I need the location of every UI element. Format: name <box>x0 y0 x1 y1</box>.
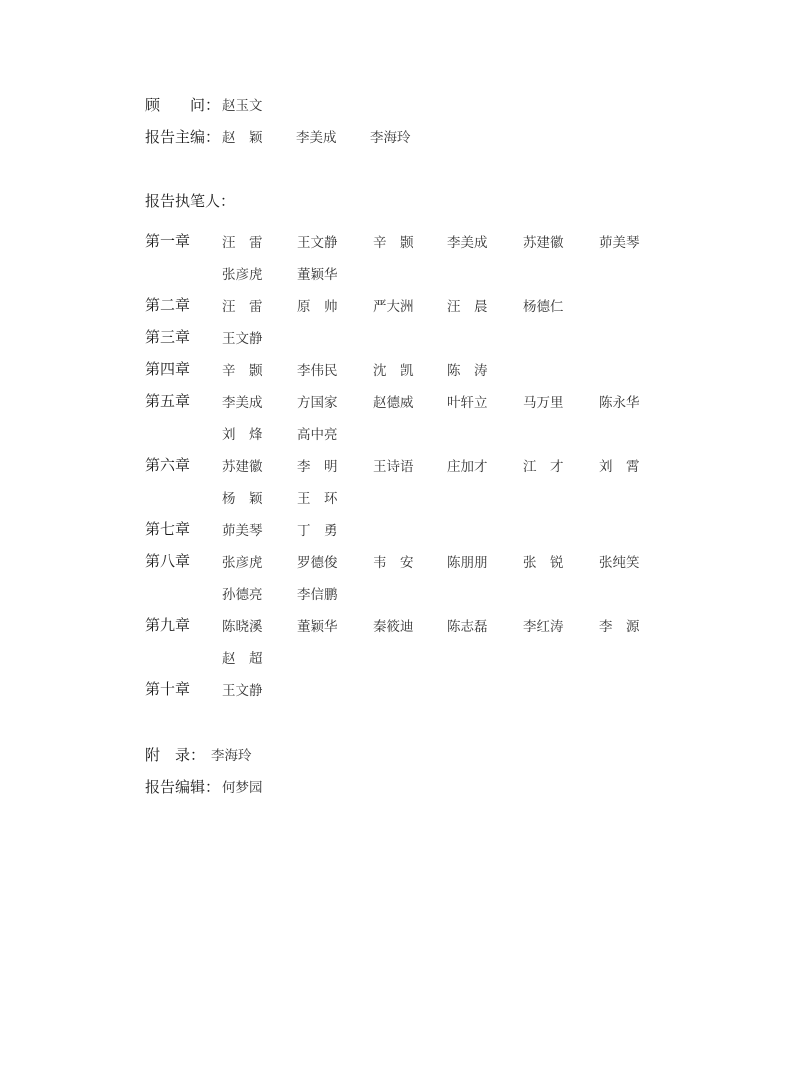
chapter-author-name: 李 明 <box>297 459 338 475</box>
chapter-author-name: 张 锐 <box>523 555 564 571</box>
chapter-author-name: 杨德仁 <box>523 299 564 315</box>
chapter-author-name: 庄加才 <box>447 459 488 475</box>
advisor-label: 顾 问： <box>145 96 221 114</box>
appendix-row <box>145 744 252 765</box>
chapter-author-name: 李美成 <box>447 235 488 251</box>
chapter-author-name: 张纯笑 <box>599 555 640 571</box>
chapter-label: 第二章 <box>145 296 191 314</box>
chapter-author-name: 李 源 <box>599 619 640 635</box>
chapter-author-name: 叶轩立 <box>447 395 488 411</box>
chapter-author-name: 高中亮 <box>297 427 338 443</box>
chief-editor-name: 赵 颖 <box>222 130 263 146</box>
chapter-label: 第五章 <box>145 392 191 410</box>
chapter-author-name: 李红涛 <box>523 619 564 635</box>
report-editor-label: 报告编辑： <box>145 778 221 796</box>
chapter-author-name: 苏建徽 <box>523 235 564 251</box>
chapter-author-name: 李伟民 <box>297 363 338 379</box>
chapter-author-name: 王文静 <box>222 331 263 347</box>
chapter-label: 第三章 <box>145 328 191 346</box>
chapter-author-name: 罗德俊 <box>297 555 338 571</box>
authors-heading-row <box>145 190 235 211</box>
chapter-author-name: 赵 超 <box>222 651 263 667</box>
chapter-author-name: 王文静 <box>222 683 263 699</box>
chapter-author-name: 原 帅 <box>297 299 338 315</box>
chapter-author-name: 李美成 <box>222 395 263 411</box>
chapter-author-name: 陈志磊 <box>447 619 488 635</box>
chapter-author-name: 陈永华 <box>599 395 640 411</box>
advisor-row <box>145 94 263 115</box>
chapter-label: 第八章 <box>145 552 191 570</box>
report-editor-name: 何梦园 <box>222 780 263 796</box>
chapter-author-name: 刘 烽 <box>222 427 263 443</box>
chief-editors-label: 报告主编： <box>145 128 221 146</box>
chief-editors-row <box>145 126 442 147</box>
chapter-author-name: 孙德亮 <box>222 587 263 603</box>
chapter-author-name: 茆美琴 <box>599 235 640 251</box>
chapter-author-name: 王诗语 <box>373 459 414 475</box>
chapter-author-name: 董颖华 <box>297 267 338 283</box>
chapter-author-name: 陈晓溪 <box>222 619 263 635</box>
chapter-author-name: 刘 霄 <box>599 459 640 475</box>
chapter-author-name: 汪 晨 <box>447 299 488 315</box>
chief-editor-name: 李美成 <box>296 130 337 146</box>
chapter-author-name: 张彦虎 <box>222 555 263 571</box>
chapter-author-name: 王文静 <box>297 235 338 251</box>
advisor-name: 赵玉文 <box>222 98 263 114</box>
chapter-author-name: 陈朋朋 <box>447 555 488 571</box>
chapter-author-name: 马万里 <box>523 395 564 411</box>
chapter-author-name: 辛 颢 <box>222 363 263 379</box>
chapter-author-name: 辛 颢 <box>373 235 414 251</box>
chapter-author-name: 韦 安 <box>373 555 414 571</box>
chapter-author-name: 苏建徽 <box>222 459 263 475</box>
chapter-author-name: 方国家 <box>297 395 338 411</box>
report-editor-row <box>145 776 263 797</box>
chapter-author-name: 秦筱迪 <box>373 619 414 635</box>
authors-heading: 报告执笔人： <box>145 192 236 210</box>
chapter-author-name: 严大洲 <box>373 299 414 315</box>
chapter-author-name: 杨 颖 <box>222 491 263 507</box>
chapter-author-name: 茆美琴 <box>222 523 263 539</box>
chapter-author-name: 陈 涛 <box>447 363 488 379</box>
chapter-author-name: 赵德威 <box>373 395 414 411</box>
appendix-name: 李海玲 <box>211 748 252 764</box>
chapter-author-name: 江 才 <box>523 459 564 475</box>
chapter-author-name: 张彦虎 <box>222 267 263 283</box>
chapter-label: 第九章 <box>145 616 191 634</box>
chapter-label: 第六章 <box>145 456 191 474</box>
chief-editor-name: 李海玲 <box>370 130 411 146</box>
chapter-author-name: 董颖华 <box>297 619 338 635</box>
chapter-label: 第十章 <box>145 680 191 698</box>
appendix-label: 附 录： <box>145 746 206 764</box>
chapter-author-name: 李信鹏 <box>297 587 338 603</box>
chapter-author-name: 丁 勇 <box>297 523 338 539</box>
chapter-author-name: 沈 凯 <box>373 363 414 379</box>
chapter-author-name: 汪 雷 <box>222 299 263 315</box>
chapter-label: 第一章 <box>145 232 191 250</box>
chapter-label: 第七章 <box>145 520 191 538</box>
chapter-author-name: 王 环 <box>297 491 338 507</box>
chapter-author-name: 汪 雷 <box>222 235 263 251</box>
chapter-label: 第四章 <box>145 360 191 378</box>
